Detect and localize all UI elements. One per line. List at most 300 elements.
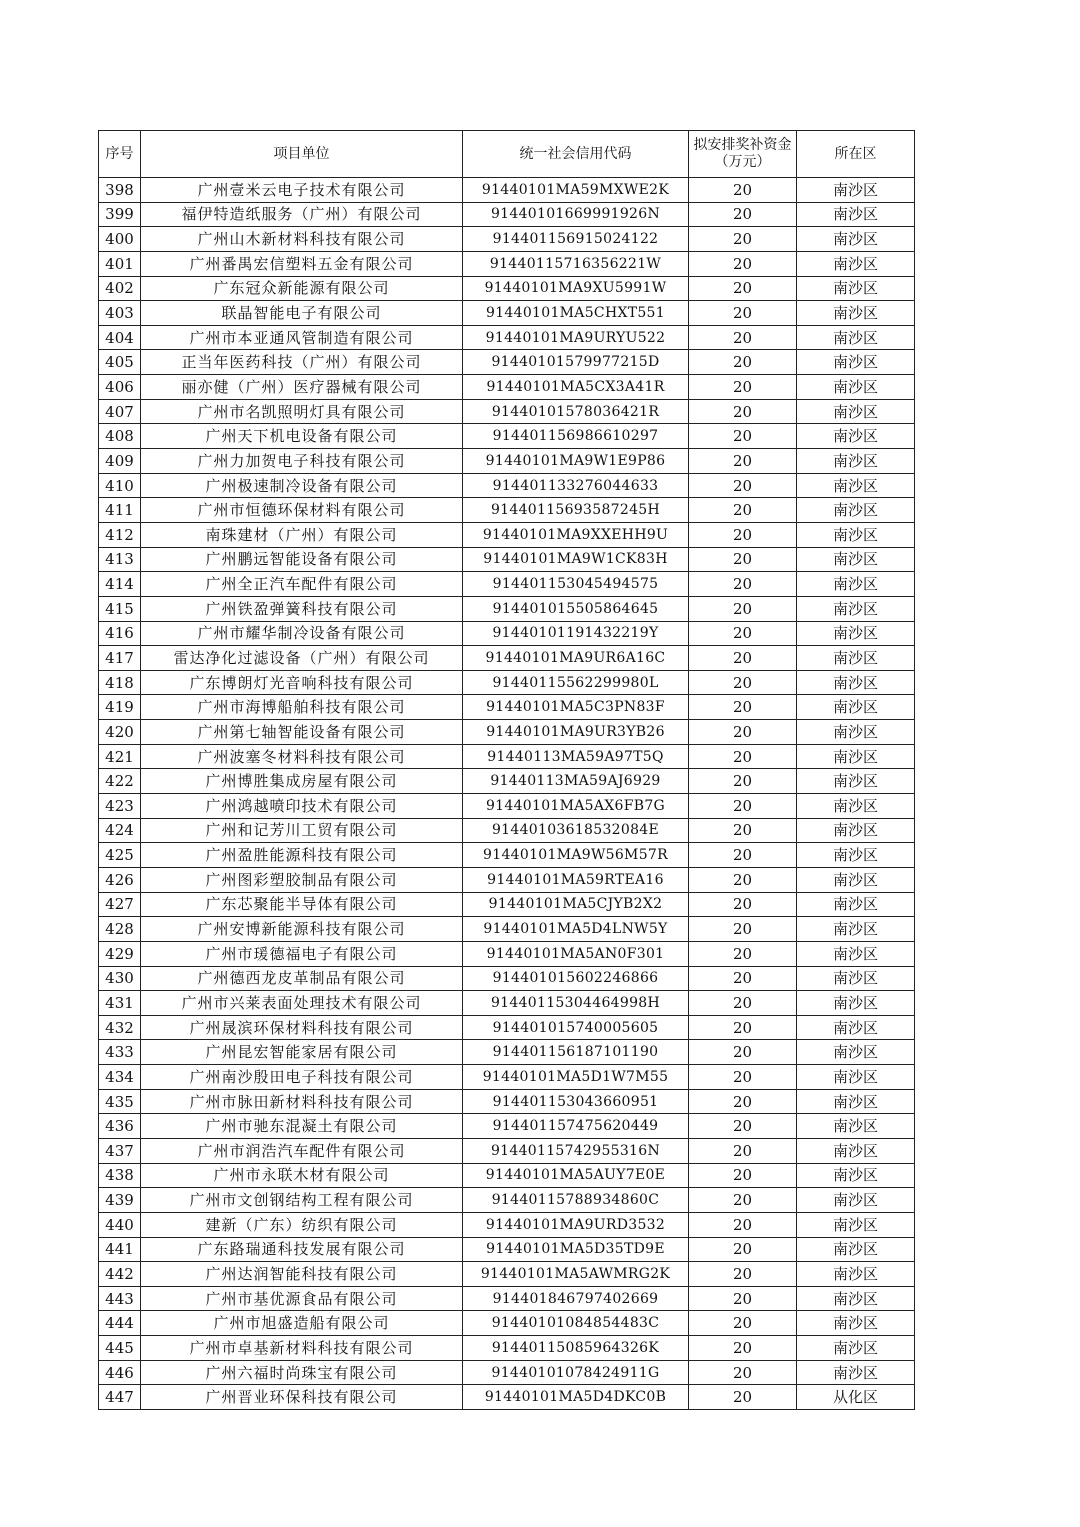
header-amount-line2: （万元） bbox=[714, 154, 771, 170]
credit-code-cell: 91440101MA9W1E9P86 bbox=[463, 449, 689, 474]
amount-cell: 20 bbox=[689, 991, 797, 1016]
district-cell: 南沙区 bbox=[797, 1015, 915, 1040]
table-row bbox=[99, 202, 915, 227]
amount-cell: 20 bbox=[689, 1089, 797, 1114]
company-cell: 广州市旭盛造船有限公司 bbox=[141, 1311, 463, 1336]
company-cell: 广州市兴莱表面处理技术有限公司 bbox=[141, 991, 463, 1016]
amount-cell: 20 bbox=[689, 867, 797, 892]
credit-code-cell: 91440101MA5CJYB2X2 bbox=[463, 892, 689, 917]
table-row bbox=[99, 178, 915, 203]
index-cell: 440 bbox=[99, 1212, 141, 1237]
table-row bbox=[99, 818, 915, 843]
credit-code-cell: 91440115085964326K bbox=[463, 1336, 689, 1361]
district-cell: 南沙区 bbox=[797, 1163, 915, 1188]
table-header-row bbox=[99, 131, 915, 178]
district-cell: 南沙区 bbox=[797, 547, 915, 572]
district-cell: 南沙区 bbox=[797, 473, 915, 498]
company-cell: 广州晋业环保科技有限公司 bbox=[141, 1385, 463, 1410]
index-cell: 416 bbox=[99, 621, 141, 646]
company-cell: 广州市海博船舶科技有限公司 bbox=[141, 695, 463, 720]
index-cell: 442 bbox=[99, 1262, 141, 1287]
credit-code-cell: 91440101MA5AX6FB7G bbox=[463, 794, 689, 819]
table-row bbox=[99, 596, 915, 621]
index-cell: 446 bbox=[99, 1360, 141, 1385]
credit-code-cell: 91440101MA9URYU522 bbox=[463, 325, 689, 350]
district-cell: 南沙区 bbox=[797, 1114, 915, 1139]
table-row bbox=[99, 424, 915, 449]
district-cell: 南沙区 bbox=[797, 769, 915, 794]
amount-cell: 20 bbox=[689, 1188, 797, 1213]
company-cell: 广州盈胜能源科技有限公司 bbox=[141, 843, 463, 868]
credit-code-cell: 91440101MA9UR6A16C bbox=[463, 646, 689, 671]
table-row bbox=[99, 227, 915, 252]
amount-cell: 20 bbox=[689, 375, 797, 400]
district-cell: 南沙区 bbox=[797, 449, 915, 474]
credit-code-cell: 91440103618532084E bbox=[463, 818, 689, 843]
amount-cell: 20 bbox=[689, 720, 797, 745]
header-amount bbox=[689, 131, 797, 178]
district-cell: 南沙区 bbox=[797, 1065, 915, 1090]
table-row bbox=[99, 399, 915, 424]
table-row bbox=[99, 720, 915, 745]
amount-cell: 20 bbox=[689, 917, 797, 942]
table-row bbox=[99, 572, 915, 597]
index-cell: 400 bbox=[99, 227, 141, 252]
company-cell: 广州天下机电设备有限公司 bbox=[141, 424, 463, 449]
table-row bbox=[99, 794, 915, 819]
credit-code-cell: 91440101MA5D4DKC0B bbox=[463, 1385, 689, 1410]
header-amount-line1: 拟安排奖补资金 bbox=[693, 137, 792, 153]
district-cell: 南沙区 bbox=[797, 695, 915, 720]
table-row bbox=[99, 646, 915, 671]
district-cell: 南沙区 bbox=[797, 941, 915, 966]
district-cell: 南沙区 bbox=[797, 202, 915, 227]
table-row bbox=[99, 1089, 915, 1114]
index-cell: 429 bbox=[99, 941, 141, 966]
credit-code-cell: 91440115304464998H bbox=[463, 991, 689, 1016]
amount-cell: 20 bbox=[689, 843, 797, 868]
amount-cell: 20 bbox=[689, 966, 797, 991]
index-cell: 420 bbox=[99, 720, 141, 745]
district-cell: 南沙区 bbox=[797, 1138, 915, 1163]
index-cell: 430 bbox=[99, 966, 141, 991]
credit-code-cell: 91440101MA9XXEHH9U bbox=[463, 522, 689, 547]
company-cell: 广州安博新能源科技有限公司 bbox=[141, 917, 463, 942]
credit-code-cell: 91440115562299980L bbox=[463, 670, 689, 695]
company-cell: 广州市瑗德福电子有限公司 bbox=[141, 941, 463, 966]
company-cell: 广州波塞冬材料科技有限公司 bbox=[141, 744, 463, 769]
credit-code-cell: 91440101669991926N bbox=[463, 202, 689, 227]
credit-code-cell: 91440101191432219Y bbox=[463, 621, 689, 646]
district-cell: 南沙区 bbox=[797, 917, 915, 942]
table-row bbox=[99, 473, 915, 498]
credit-code-cell: 91440101MA5C3PN83F bbox=[463, 695, 689, 720]
credit-code-cell: 91440101MA9URD3532 bbox=[463, 1212, 689, 1237]
index-cell: 415 bbox=[99, 596, 141, 621]
district-cell: 南沙区 bbox=[797, 818, 915, 843]
table-row bbox=[99, 449, 915, 474]
index-cell: 447 bbox=[99, 1385, 141, 1410]
district-cell: 南沙区 bbox=[797, 991, 915, 1016]
credit-code-cell: 914401133276044633 bbox=[463, 473, 689, 498]
credit-code-cell: 91440101MA5AN0F301 bbox=[463, 941, 689, 966]
index-cell: 428 bbox=[99, 917, 141, 942]
index-cell: 445 bbox=[99, 1336, 141, 1361]
table-row bbox=[99, 375, 915, 400]
table-row bbox=[99, 251, 915, 276]
amount-cell: 20 bbox=[689, 251, 797, 276]
amount-cell: 20 bbox=[689, 646, 797, 671]
table-row bbox=[99, 843, 915, 868]
table-row bbox=[99, 744, 915, 769]
table-row bbox=[99, 1311, 915, 1336]
company-cell: 广州昆宏智能家居有限公司 bbox=[141, 1040, 463, 1065]
index-cell: 436 bbox=[99, 1114, 141, 1139]
amount-cell: 20 bbox=[689, 547, 797, 572]
district-cell: 南沙区 bbox=[797, 596, 915, 621]
credit-code-cell: 91440113MA59A97T5Q bbox=[463, 744, 689, 769]
credit-code-cell: 91440115693587245H bbox=[463, 498, 689, 523]
table-row bbox=[99, 1360, 915, 1385]
index-cell: 408 bbox=[99, 424, 141, 449]
amount-cell: 20 bbox=[689, 1385, 797, 1410]
credit-code-cell: 914401015602246866 bbox=[463, 966, 689, 991]
index-cell: 439 bbox=[99, 1188, 141, 1213]
company-cell: 正当年医药科技（广州）有限公司 bbox=[141, 350, 463, 375]
index-cell: 432 bbox=[99, 1015, 141, 1040]
index-cell: 444 bbox=[99, 1311, 141, 1336]
amount-cell: 20 bbox=[689, 769, 797, 794]
company-cell: 广州图彩塑胶制品有限公司 bbox=[141, 867, 463, 892]
header-index: 序号 bbox=[99, 131, 141, 178]
credit-code-cell: 91440101578036421R bbox=[463, 399, 689, 424]
company-cell: 广州市驰东混凝土有限公司 bbox=[141, 1114, 463, 1139]
credit-code-cell: 91440101MA5AUY7E0E bbox=[463, 1163, 689, 1188]
district-cell: 南沙区 bbox=[797, 621, 915, 646]
company-cell: 广东路瑞通科技发展有限公司 bbox=[141, 1237, 463, 1262]
table-row bbox=[99, 350, 915, 375]
index-cell: 402 bbox=[99, 276, 141, 301]
amount-cell: 20 bbox=[689, 1040, 797, 1065]
company-cell: 广州极速制冷设备有限公司 bbox=[141, 473, 463, 498]
index-cell: 411 bbox=[99, 498, 141, 523]
district-cell: 南沙区 bbox=[797, 1212, 915, 1237]
index-cell: 401 bbox=[99, 251, 141, 276]
table-row bbox=[99, 276, 915, 301]
company-cell: 广州市恒德环保材料有限公司 bbox=[141, 498, 463, 523]
district-cell: 南沙区 bbox=[797, 350, 915, 375]
amount-cell: 20 bbox=[689, 1114, 797, 1139]
amount-cell: 20 bbox=[689, 1286, 797, 1311]
district-cell: 南沙区 bbox=[797, 670, 915, 695]
amount-cell: 20 bbox=[689, 301, 797, 326]
index-cell: 414 bbox=[99, 572, 141, 597]
company-cell: 广州市耀华制冷设备有限公司 bbox=[141, 621, 463, 646]
credit-code-cell: 91440101579977215D bbox=[463, 350, 689, 375]
credit-code-cell: 914401153045494575 bbox=[463, 572, 689, 597]
district-cell: 南沙区 bbox=[797, 522, 915, 547]
district-cell: 南沙区 bbox=[797, 325, 915, 350]
table-row bbox=[99, 867, 915, 892]
company-cell: 广州力加贺电子科技有限公司 bbox=[141, 449, 463, 474]
amount-cell: 20 bbox=[689, 1212, 797, 1237]
company-cell: 广州市名凯照明灯具有限公司 bbox=[141, 399, 463, 424]
credit-code-cell: 91440101078424911G bbox=[463, 1360, 689, 1385]
table-row bbox=[99, 1212, 915, 1237]
district-cell: 南沙区 bbox=[797, 646, 915, 671]
credit-code-cell: 91440101MA9UR3YB26 bbox=[463, 720, 689, 745]
district-cell: 南沙区 bbox=[797, 720, 915, 745]
amount-cell: 20 bbox=[689, 227, 797, 252]
district-cell: 南沙区 bbox=[797, 794, 915, 819]
credit-code-cell: 914401015740005605 bbox=[463, 1015, 689, 1040]
amount-cell: 20 bbox=[689, 424, 797, 449]
credit-code-cell: 91440115691502412​2 bbox=[463, 227, 689, 252]
district-cell: 从化区 bbox=[797, 1385, 915, 1410]
table-row bbox=[99, 1163, 915, 1188]
company-cell: 广州市永联木材有限公司 bbox=[141, 1163, 463, 1188]
amount-cell: 20 bbox=[689, 1262, 797, 1287]
company-cell: 广州和记芳川工贸有限公司 bbox=[141, 818, 463, 843]
header-company: 项目单位 bbox=[141, 131, 463, 178]
table-row bbox=[99, 1114, 915, 1139]
credit-code-cell: 91440115742955316N bbox=[463, 1138, 689, 1163]
index-cell: 418 bbox=[99, 670, 141, 695]
index-cell: 407 bbox=[99, 399, 141, 424]
company-cell: 广州番禺宏信塑料五金有限公司 bbox=[141, 251, 463, 276]
table-row bbox=[99, 695, 915, 720]
index-cell: 417 bbox=[99, 646, 141, 671]
index-cell: 435 bbox=[99, 1089, 141, 1114]
amount-cell: 20 bbox=[689, 670, 797, 695]
table-row bbox=[99, 670, 915, 695]
credit-code-cell: 91440113MA59AJ6929 bbox=[463, 769, 689, 794]
table-row bbox=[99, 522, 915, 547]
district-cell: 南沙区 bbox=[797, 1040, 915, 1065]
company-cell: 广州达润智能科技有限公司 bbox=[141, 1262, 463, 1287]
credit-code-cell: 914401157475620449 bbox=[463, 1114, 689, 1139]
index-cell: 405 bbox=[99, 350, 141, 375]
index-cell: 410 bbox=[99, 473, 141, 498]
amount-cell: 20 bbox=[689, 1163, 797, 1188]
company-cell: 广州壹米云电子技术有限公司 bbox=[141, 178, 463, 203]
district-cell: 南沙区 bbox=[797, 375, 915, 400]
index-cell: 406 bbox=[99, 375, 141, 400]
amount-cell: 20 bbox=[689, 276, 797, 301]
amount-cell: 20 bbox=[689, 621, 797, 646]
amount-cell: 20 bbox=[689, 325, 797, 350]
district-cell: 南沙区 bbox=[797, 843, 915, 868]
index-cell: 425 bbox=[99, 843, 141, 868]
table-row bbox=[99, 892, 915, 917]
index-cell: 413 bbox=[99, 547, 141, 572]
district-cell: 南沙区 bbox=[797, 399, 915, 424]
index-cell: 427 bbox=[99, 892, 141, 917]
header-credit-code: 统一社会信用代码 bbox=[463, 131, 689, 178]
amount-cell: 20 bbox=[689, 892, 797, 917]
district-cell: 南沙区 bbox=[797, 892, 915, 917]
table-row bbox=[99, 991, 915, 1016]
company-cell: 广州鹏远智能设备有限公司 bbox=[141, 547, 463, 572]
credit-code-cell: 91440101084854483C bbox=[463, 1311, 689, 1336]
table-row bbox=[99, 917, 915, 942]
district-cell: 南沙区 bbox=[797, 1188, 915, 1213]
company-cell: 广州市基优源食品有限公司 bbox=[141, 1286, 463, 1311]
company-cell: 广东芯聚能半导体有限公司 bbox=[141, 892, 463, 917]
amount-cell: 20 bbox=[689, 178, 797, 203]
credit-code-cell: 914401156986610297 bbox=[463, 424, 689, 449]
index-cell: 399 bbox=[99, 202, 141, 227]
company-cell: 广州市卓基新材料科技有限公司 bbox=[141, 1336, 463, 1361]
credit-code-cell: 914401846797402669 bbox=[463, 1286, 689, 1311]
table-row bbox=[99, 301, 915, 326]
credit-code-cell: 914401153043660951 bbox=[463, 1089, 689, 1114]
index-cell: 434 bbox=[99, 1065, 141, 1090]
company-cell: 联晶智能电子有限公司 bbox=[141, 301, 463, 326]
credit-code-cell: 91440101MA59MXWE2K bbox=[463, 178, 689, 203]
amount-cell: 20 bbox=[689, 941, 797, 966]
amount-cell: 20 bbox=[689, 399, 797, 424]
table-row bbox=[99, 498, 915, 523]
company-cell: 广州市文创钢结构工程有限公司 bbox=[141, 1188, 463, 1213]
credit-code-cell: 91440101MA5D35TD9E bbox=[463, 1237, 689, 1262]
table-row bbox=[99, 1286, 915, 1311]
credit-code-cell: 91440101MA59RTEA16 bbox=[463, 867, 689, 892]
index-cell: 404 bbox=[99, 325, 141, 350]
table-row bbox=[99, 966, 915, 991]
district-cell: 南沙区 bbox=[797, 251, 915, 276]
amount-cell: 20 bbox=[689, 1015, 797, 1040]
index-cell: 398 bbox=[99, 178, 141, 203]
district-cell: 南沙区 bbox=[797, 424, 915, 449]
company-cell: 广东博朗灯光音响科技有限公司 bbox=[141, 670, 463, 695]
amount-cell: 20 bbox=[689, 350, 797, 375]
company-cell: 广州市脉田新材料科技有限公司 bbox=[141, 1089, 463, 1114]
table-row bbox=[99, 1015, 915, 1040]
index-cell: 403 bbox=[99, 301, 141, 326]
amount-cell: 20 bbox=[689, 818, 797, 843]
index-cell: 426 bbox=[99, 867, 141, 892]
district-cell: 南沙区 bbox=[797, 1262, 915, 1287]
company-cell: 广州铁盈弹簧科技有限公司 bbox=[141, 596, 463, 621]
index-cell: 433 bbox=[99, 1040, 141, 1065]
company-cell: 广州博胜集成房屋有限公司 bbox=[141, 769, 463, 794]
company-cell: 南珠建材（广州）有限公司 bbox=[141, 522, 463, 547]
amount-cell: 20 bbox=[689, 1311, 797, 1336]
index-cell: 421 bbox=[99, 744, 141, 769]
credit-code-cell: 91440101MA9XU5991W bbox=[463, 276, 689, 301]
header-district: 所在区 bbox=[797, 131, 915, 178]
company-cell: 广州晟滨环保材料科技有限公司 bbox=[141, 1015, 463, 1040]
table-row bbox=[99, 547, 915, 572]
credit-code-cell: 91440115716356221W bbox=[463, 251, 689, 276]
district-cell: 南沙区 bbox=[797, 1336, 915, 1361]
company-cell: 广州第七轴智能设备有限公司 bbox=[141, 720, 463, 745]
company-cell: 广州市润浩汽车配件有限公司 bbox=[141, 1138, 463, 1163]
index-cell: 409 bbox=[99, 449, 141, 474]
credit-code-cell: 91440115788934860C bbox=[463, 1188, 689, 1213]
district-cell: 南沙区 bbox=[797, 1360, 915, 1385]
district-cell: 南沙区 bbox=[797, 178, 915, 203]
company-cell: 广州全正汽车配件有限公司 bbox=[141, 572, 463, 597]
index-cell: 419 bbox=[99, 695, 141, 720]
table-row bbox=[99, 325, 915, 350]
district-cell: 南沙区 bbox=[797, 744, 915, 769]
table-row bbox=[99, 941, 915, 966]
company-cell: 广州鸿越喷印技术有限公司 bbox=[141, 794, 463, 819]
amount-cell: 20 bbox=[689, 794, 797, 819]
credit-code-cell: 91440101MA5AWMRG2K bbox=[463, 1262, 689, 1287]
index-cell: 437 bbox=[99, 1138, 141, 1163]
company-cell: 广州市本亚通风管制造有限公司 bbox=[141, 325, 463, 350]
amount-cell: 20 bbox=[689, 449, 797, 474]
district-cell: 南沙区 bbox=[797, 966, 915, 991]
district-cell: 南沙区 bbox=[797, 498, 915, 523]
funding-table bbox=[98, 130, 915, 1410]
amount-cell: 20 bbox=[689, 1336, 797, 1361]
credit-code-cell: 91440101MA5D1W7M55 bbox=[463, 1065, 689, 1090]
district-cell: 南沙区 bbox=[797, 1237, 915, 1262]
table-row bbox=[99, 621, 915, 646]
district-cell: 南沙区 bbox=[797, 227, 915, 252]
index-cell: 423 bbox=[99, 794, 141, 819]
credit-code-cell: 91440101MA5D4LNW5Y bbox=[463, 917, 689, 942]
amount-cell: 20 bbox=[689, 1237, 797, 1262]
credit-code-cell: 91440101MA9W56M57R bbox=[463, 843, 689, 868]
company-cell: 广东冠众新能源有限公司 bbox=[141, 276, 463, 301]
company-cell: 广州六福时尚珠宝有限公司 bbox=[141, 1360, 463, 1385]
credit-code-cell: 91440101MA5CHXT551 bbox=[463, 301, 689, 326]
amount-cell: 20 bbox=[689, 473, 797, 498]
amount-cell: 20 bbox=[689, 596, 797, 621]
company-cell: 雷达净化过滤设备（广州）有限公司 bbox=[141, 646, 463, 671]
credit-code-cell: 914401015505864645 bbox=[463, 596, 689, 621]
district-cell: 南沙区 bbox=[797, 1311, 915, 1336]
district-cell: 南沙区 bbox=[797, 867, 915, 892]
amount-cell: 20 bbox=[689, 522, 797, 547]
table-row bbox=[99, 769, 915, 794]
amount-cell: 20 bbox=[689, 202, 797, 227]
credit-code-cell: 91440101MA5CX3A41R bbox=[463, 375, 689, 400]
index-cell: 443 bbox=[99, 1286, 141, 1311]
index-cell: 441 bbox=[99, 1237, 141, 1262]
index-cell: 438 bbox=[99, 1163, 141, 1188]
credit-code-cell: 914401156187101190 bbox=[463, 1040, 689, 1065]
index-cell: 422 bbox=[99, 769, 141, 794]
amount-cell: 20 bbox=[689, 744, 797, 769]
table-row bbox=[99, 1138, 915, 1163]
amount-cell: 20 bbox=[689, 1360, 797, 1385]
table-row bbox=[99, 1336, 915, 1361]
amount-cell: 20 bbox=[689, 498, 797, 523]
district-cell: 南沙区 bbox=[797, 276, 915, 301]
company-cell: 广州山木新材料科技有限公司 bbox=[141, 227, 463, 252]
table-row bbox=[99, 1040, 915, 1065]
table-row bbox=[99, 1237, 915, 1262]
index-cell: 412 bbox=[99, 522, 141, 547]
company-cell: 建新（广东）纺织有限公司 bbox=[141, 1212, 463, 1237]
company-cell: 广州德西龙皮革制品有限公司 bbox=[141, 966, 463, 991]
district-cell: 南沙区 bbox=[797, 301, 915, 326]
credit-code-cell: 91440101MA9W1CK83H bbox=[463, 547, 689, 572]
district-cell: 南沙区 bbox=[797, 1089, 915, 1114]
company-cell: 丽亦健（广州）医疗器械有限公司 bbox=[141, 375, 463, 400]
table-row bbox=[99, 1262, 915, 1287]
table-row bbox=[99, 1188, 915, 1213]
table-row bbox=[99, 1385, 915, 1410]
amount-cell: 20 bbox=[689, 572, 797, 597]
index-cell: 431 bbox=[99, 991, 141, 1016]
